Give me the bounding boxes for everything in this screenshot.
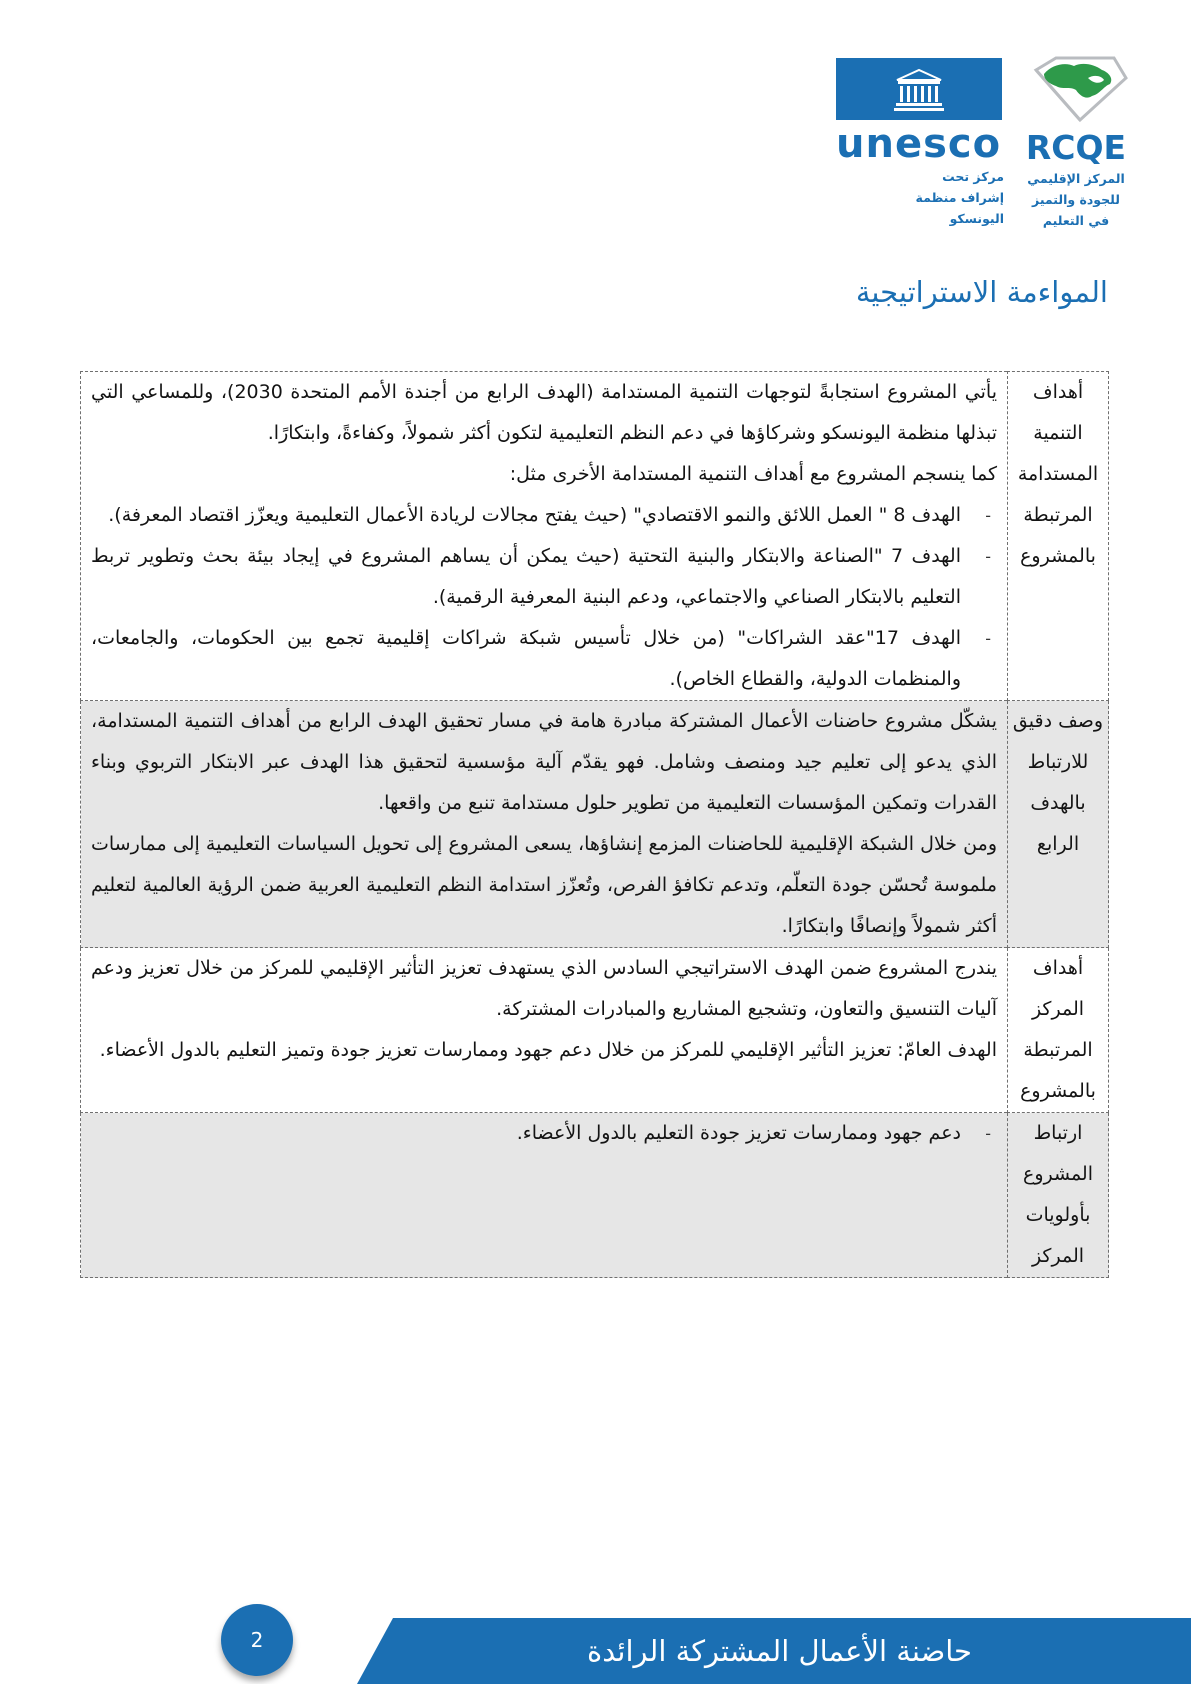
rcqe-caption-line: في التعليم [1042, 213, 1110, 228]
bullet-list [91, 1113, 997, 1154]
rcqe-acronym: RCQE [1025, 128, 1127, 167]
unesco-temple-emblem [836, 58, 1002, 120]
row-label-line: المرتبطة [1023, 504, 1093, 526]
paragraph: الهدف العامّ: تعزيز التأثير الإقليمي للمركز من خلال دعم جهود وممارسات تعزيز جودة وتميز التعليم بالدول الأعضاء. [99, 1039, 997, 1061]
rcqe-logo [1022, 56, 1130, 228]
paragraph: يشكّل مشروع حاضنات الأعمال المشتركة مبادرة هامة في مسار تحقيق الهدف الرابع من أهداف التنمية المستدامة، الذي يدعو إلى تعليم جيد ومنصف وشامل. فهو يقدّم آلية مؤسسية لتحقيق هذا الهدف عبر الابتكار التربوي وبناء القدرات وتمكين المؤسسات التعليمية من تطوير حلول مستدامة تنبع من واقعها. [91, 710, 997, 814]
paragraph: يأتي المشروع استجابةً لتوجهات التنمية المستدامة (الهدف الرابع من أجندة الأمم المتحدة 2030)، وللمساعي التي تبذلها منظمة اليونسكو وشركاؤها في دعم النظم التعليمية لتكون أكثر شمولاً، وكفاءةً، وابتكارًا. [91, 381, 997, 444]
row-label-line: أهداف [1032, 957, 1084, 979]
row-label-line: الرابع [1036, 833, 1080, 855]
table-row [81, 701, 1109, 948]
rcqe-caption-line: المركز الإقليمي [1027, 171, 1125, 186]
paragraph: كما ينسجم المشروع مع أهداف التنمية المستدامة الأخرى مثل: [509, 463, 997, 485]
row-label [1008, 372, 1109, 701]
rcqe-caption-line: للجودة والتميز [1032, 192, 1120, 207]
footer-title: حاضنة الأعمال المشتركة الرائدة [587, 1634, 972, 1668]
paragraph: يندرج المشروع ضمن الهدف الاستراتيجي السادس الذي يستهدف تعزيز التأثير الإقليمي للمركز من خلال تعزيز ودعم آليات التنسيق والتعاون، وتشجيع المشاريع والمبادرات المشتركة. [91, 957, 997, 1020]
rcqe-caption [1022, 168, 1130, 231]
unesco-caption-line: اليونسكو [949, 211, 1004, 226]
row-label-line: المرتبطة [1023, 1039, 1093, 1061]
bullet-list [91, 495, 997, 700]
row-label-line: للارتباط [1027, 751, 1089, 773]
table-row [81, 948, 1109, 1113]
row-content [81, 948, 1008, 1113]
unesco-caption [836, 166, 1004, 229]
unesco-wordmark: unesco [836, 121, 1002, 167]
section-title: المواءمة الاستراتيجية [855, 275, 1108, 309]
row-label-line: بالمشروع [1020, 1080, 1096, 1102]
row-label-line: المستدامة [1017, 463, 1099, 485]
paragraph: ومن خلال الشبكة الإقليمية للحاضنات المزمع إنشاؤها، يسعى المشروع إلى تحويل السياسات التعليمية إلى ممارسات ملموسة تُحسّن جودة التعلّم، وتدعم تكافؤ الفرص، وتُعزّز استدامة النظم التعليمية العربية ضمن الرؤية العالمية لتعليم أكثر شمولاً وإنصافًا وابتكارًا. [91, 833, 997, 937]
bullet-item: - الهدف 17"عقد الشراكات" (من خلال تأسيس شبكة شراكات إقليمية تجمع بين الحكومات، والجامعات، والمنظمات الدولية، والقطاع الخاص). [91, 618, 997, 700]
bullet-item: - دعم جهود وممارسات تعزيز جودة التعليم بالدول الأعضاء. [91, 1113, 997, 1154]
row-label [1008, 948, 1109, 1113]
unesco-logo [836, 58, 1004, 228]
page-number-badge: 2 [221, 1604, 293, 1676]
row-label-line: بالهدف [1030, 792, 1086, 814]
row-label-line: بأولويات [1025, 1204, 1091, 1226]
row-label-line: ارتباط [1033, 1122, 1083, 1144]
row-content [81, 372, 1008, 701]
row-label-line: وصف دقيق [1012, 710, 1104, 732]
row-content [81, 701, 1008, 948]
row-label-line: المركز [1031, 998, 1085, 1020]
row-label-line: التنمية [1033, 422, 1083, 444]
row-label [1008, 701, 1109, 948]
bullet-item: - الهدف 8 " العمل اللائق والنمو الاقتصادي" (حيث يفتح مجالات لريادة الأعمال التعليمية ويعزّز اقتصاد المعرفة). [91, 495, 997, 536]
row-content [81, 1113, 1008, 1278]
row-label-line: أهداف [1032, 381, 1084, 403]
table-row [81, 372, 1109, 701]
unesco-caption-line: إشراف منظمة [915, 190, 1004, 205]
row-label [1008, 1113, 1109, 1278]
row-label-line: المركز [1031, 1245, 1085, 1267]
row-label-line: المشروع [1023, 1163, 1093, 1185]
unesco-caption-line: مركز تحت [942, 169, 1004, 184]
table-row [81, 1113, 1109, 1278]
temple-icon [836, 58, 1002, 120]
strategic-alignment-table [80, 371, 1109, 1278]
diamond-map-icon [1022, 56, 1130, 124]
row-label-line: بالمشروع [1020, 545, 1096, 567]
bullet-item: - الهدف 7 "الصناعة والابتكار والبنية التحتية (حيث يمكن أن يساهم المشروع في إيجاد بيئة بحث وتطوير تربط التعليم بالابتكار الصناعي والاجتماعي، ودعم البنية المعرفية الرقمية). [91, 536, 997, 618]
